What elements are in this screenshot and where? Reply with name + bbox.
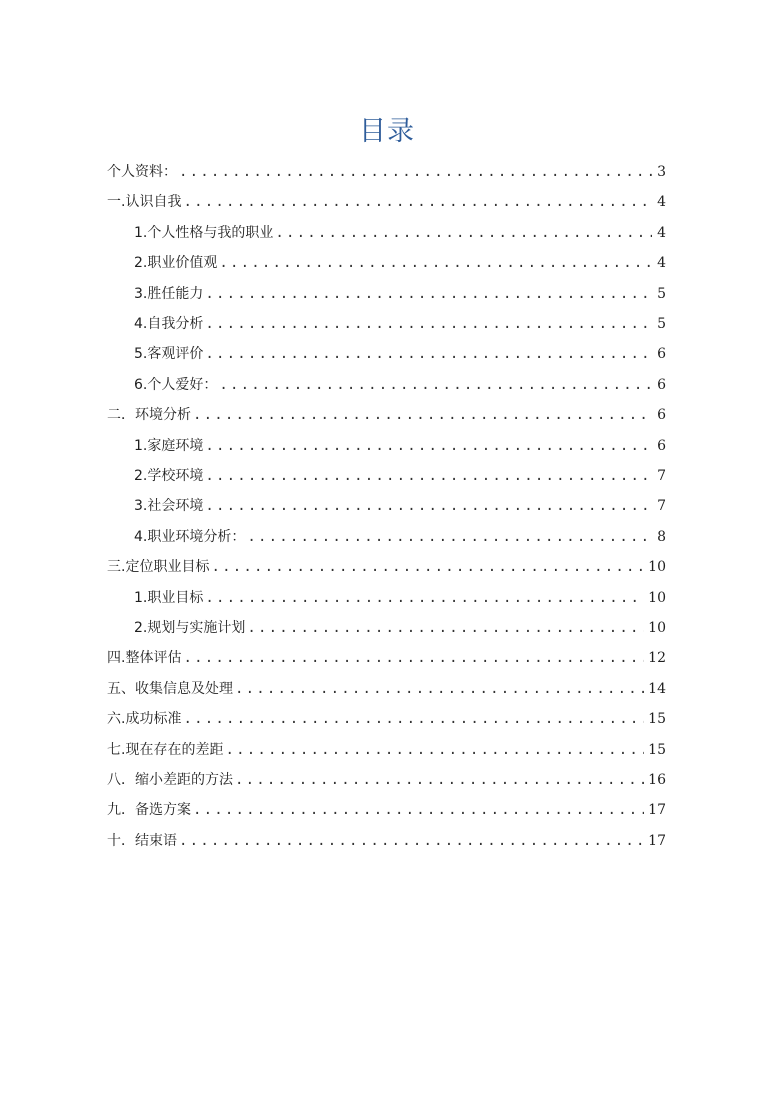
toc-entry-title: 七.现在存在的差距 xyxy=(107,741,224,758)
toc-entry-title: 2.职业价值观 xyxy=(134,255,218,272)
toc-entry-page-number: 10 xyxy=(648,620,666,636)
toc-entry-page-number: 5 xyxy=(657,316,666,332)
toc-dot-leader xyxy=(205,461,652,491)
toc-entry-page-number: 15 xyxy=(648,741,666,758)
toc-dot-leader xyxy=(193,400,652,430)
toc-entry[interactable] xyxy=(107,552,666,582)
toc-entry[interactable] xyxy=(134,431,666,461)
toc-entry[interactable] xyxy=(107,826,666,856)
toc-entry[interactable] xyxy=(107,400,666,430)
toc-entry[interactable] xyxy=(107,765,666,795)
toc-dot-leader xyxy=(211,552,644,582)
toc-entry-title: 二．环境分析 xyxy=(107,407,191,424)
toc-entry-page-number: 17 xyxy=(648,832,666,849)
toc-dot-leader xyxy=(205,491,652,521)
toc-entry-title: 一.认识自我 xyxy=(107,194,182,211)
toc-entry-page-number: 16 xyxy=(648,772,666,788)
toc-entry-title: 4.自我分析 xyxy=(134,316,204,332)
toc-entry[interactable] xyxy=(107,795,666,825)
toc-dot-leader xyxy=(275,218,652,248)
toc-entry[interactable] xyxy=(107,704,666,734)
toc-entry-page-number: 10 xyxy=(648,559,666,576)
toc-dot-leader xyxy=(183,187,652,217)
toc-dot-leader xyxy=(219,370,652,400)
toc-dot-leader xyxy=(235,674,644,704)
toc-entry[interactable] xyxy=(134,370,666,400)
toc-entry[interactable] xyxy=(107,674,666,704)
toc-dot-leader xyxy=(247,613,644,643)
toc-entry[interactable] xyxy=(134,248,666,278)
toc-entry-page-number: 4 xyxy=(657,194,666,211)
toc-dot-leader xyxy=(183,643,644,673)
toc-entry-page-number: 5 xyxy=(657,285,666,302)
toc-entry-title: 三.定位职业目标 xyxy=(107,559,210,576)
toc-dot-leader xyxy=(205,279,652,309)
toc-entry-title: 5.客观评价 xyxy=(134,346,204,363)
toc-entry[interactable] xyxy=(107,735,666,765)
toc-title: 目录 xyxy=(359,116,415,147)
toc-entry[interactable] xyxy=(134,309,666,339)
toc-entry[interactable] xyxy=(107,157,666,187)
toc-entry-page-number: 17 xyxy=(648,802,666,819)
toc-entry-page-number: 7 xyxy=(657,468,666,484)
toc-entry-title: 六.成功标准 xyxy=(107,711,182,728)
toc-entry-title: 3.胜任能力 xyxy=(134,285,204,302)
toc-entry-title: 1.个人性格与我的职业 xyxy=(134,224,274,241)
toc-entry-page-number: 3 xyxy=(657,164,666,180)
toc-entry-page-number: 4 xyxy=(657,255,666,272)
toc-entry[interactable] xyxy=(134,583,666,613)
toc-dot-leader xyxy=(219,248,652,278)
toc-entry-title: 十．结束语 xyxy=(107,832,177,849)
toc-entry-page-number: 10 xyxy=(648,589,666,606)
toc-entry-title: 1.家庭环境 xyxy=(134,437,204,454)
toc-entry-title: 4.职业环境分析： xyxy=(134,528,246,545)
toc-dot-leader xyxy=(205,339,652,369)
toc-dot-leader xyxy=(205,431,652,461)
toc-entry-title: 四.整体评估 xyxy=(107,650,182,667)
toc-entry-title: 3.社会环境 xyxy=(134,498,204,515)
toc-entry-page-number: 6 xyxy=(657,346,666,363)
toc-dot-leader xyxy=(205,309,652,339)
toc-entry[interactable] xyxy=(134,461,666,491)
toc-entry[interactable] xyxy=(134,279,666,309)
toc-dot-leader xyxy=(183,704,644,734)
toc-entry[interactable] xyxy=(134,491,666,521)
toc-entry-page-number: 15 xyxy=(648,711,666,728)
toc-entry-page-number: 6 xyxy=(657,376,666,393)
toc-entry[interactable] xyxy=(107,187,666,217)
toc-dot-leader xyxy=(247,522,652,552)
toc-entry-page-number: 14 xyxy=(648,680,666,697)
toc-entry-title: 2.规划与实施计划 xyxy=(134,620,246,636)
toc-entry-title: 2.学校环境 xyxy=(134,468,204,484)
toc-entry-title: 个人资料： xyxy=(107,164,177,180)
toc-entry[interactable] xyxy=(107,643,666,673)
toc-entry[interactable] xyxy=(134,218,666,248)
toc-entry-title: 五、收集信息及处理 xyxy=(107,680,233,697)
toc-entry-page-number: 7 xyxy=(657,498,666,515)
toc-entry-page-number: 8 xyxy=(657,528,666,545)
toc-entry-page-number: 6 xyxy=(657,407,666,424)
toc-dot-leader xyxy=(179,826,644,856)
toc-entry-title: 八．缩小差距的方法 xyxy=(107,772,233,788)
toc-dot-leader xyxy=(179,157,652,187)
toc-entry[interactable] xyxy=(134,613,666,643)
toc-entry-page-number: 6 xyxy=(657,437,666,454)
toc-dot-leader xyxy=(225,735,644,765)
toc-entry[interactable] xyxy=(134,339,666,369)
toc-dot-leader xyxy=(235,765,644,795)
toc-entry-page-number: 4 xyxy=(657,224,666,241)
toc-entry[interactable] xyxy=(134,522,666,552)
toc-dot-leader xyxy=(205,583,644,613)
toc-entry-page-number: 12 xyxy=(648,650,666,667)
toc-dot-leader xyxy=(193,795,644,825)
toc-entry-title: 1.职业目标 xyxy=(134,589,204,606)
toc-entry-title: 九．备选方案 xyxy=(107,802,191,819)
toc-entry-title: 6.个人爱好： xyxy=(134,376,218,393)
